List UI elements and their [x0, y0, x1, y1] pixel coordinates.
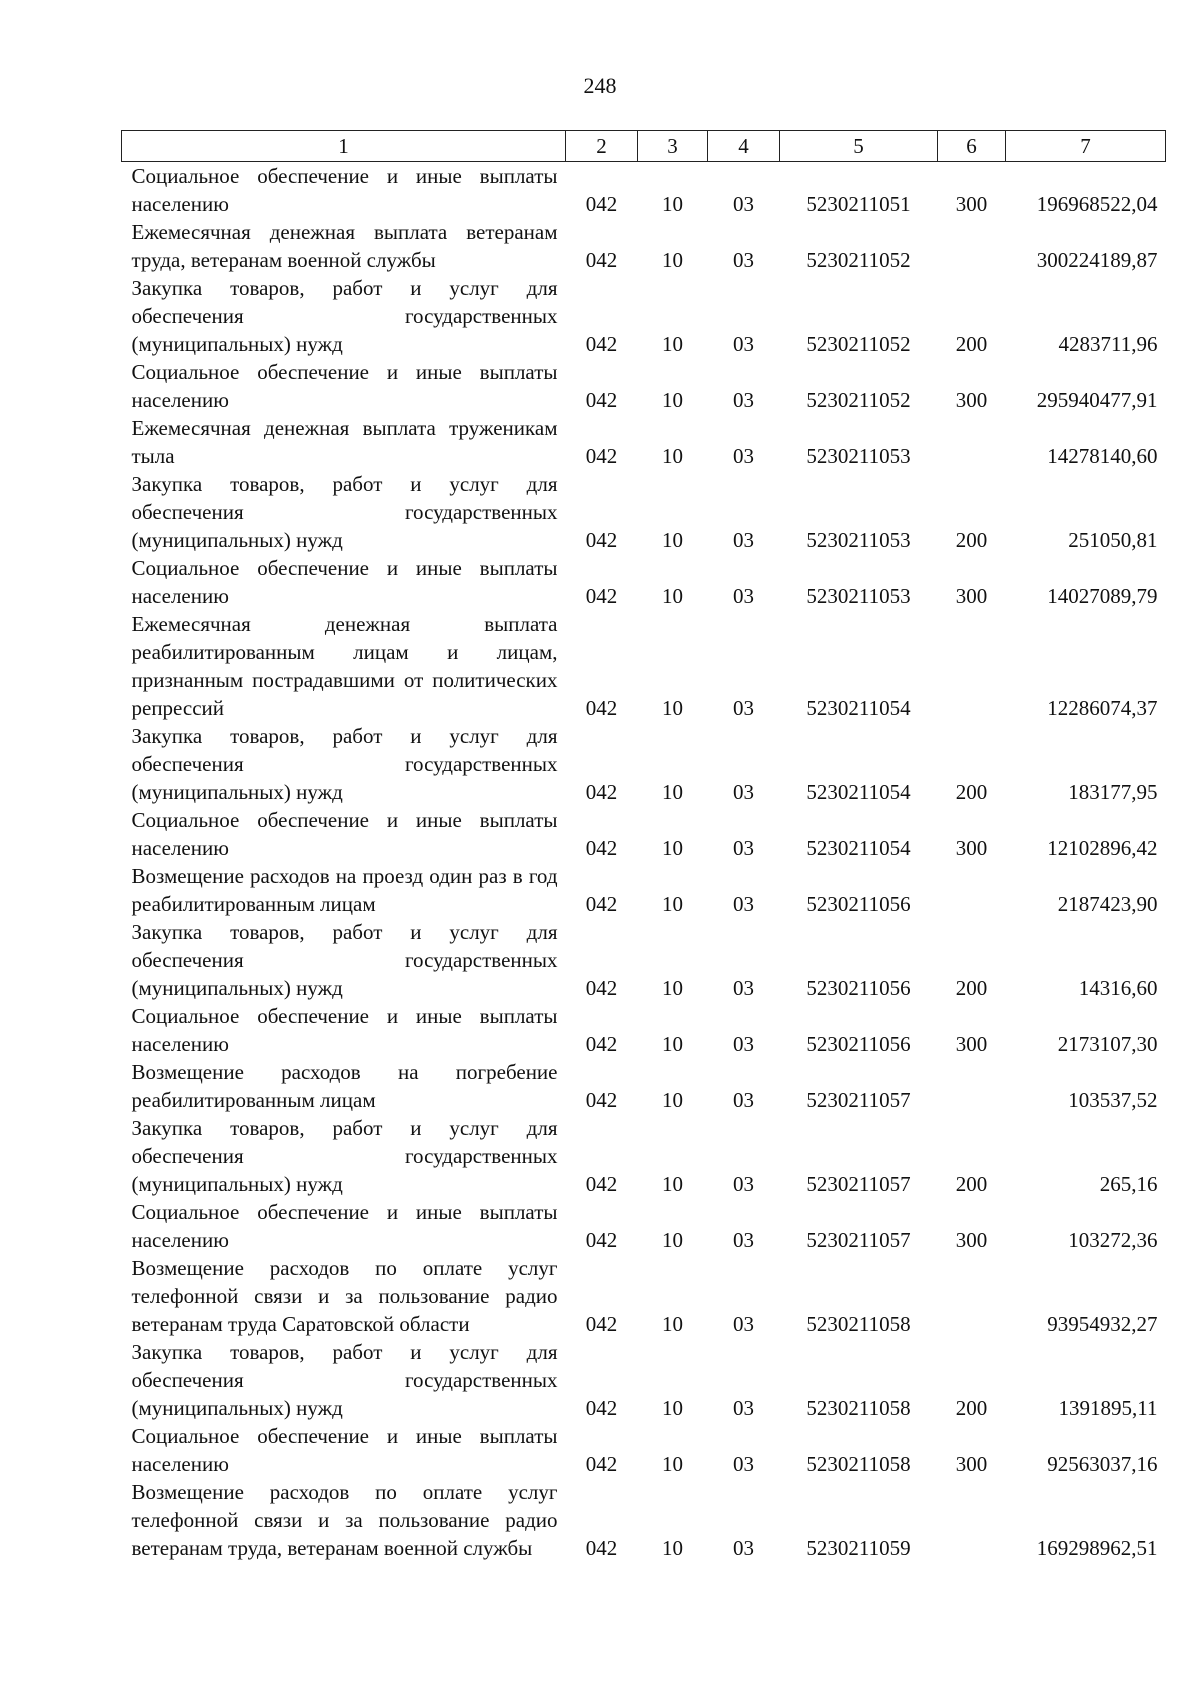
row-col-4: 03 — [733, 528, 754, 552]
row-amount: 196968522,04 — [1036, 192, 1158, 216]
row-col-5: 5230211057 — [806, 1088, 911, 1112]
row-name: Закупка товаров, работ и услуг для обеспечения государственных (муниципальных) нужд — [131, 472, 558, 552]
row-col-2: 042 — [585, 696, 618, 720]
row-name: Ежемесячная денежная выплата труженикам тыла — [131, 416, 558, 468]
row-col-5: 5230211057 — [806, 1228, 911, 1252]
table-row — [122, 1422, 1166, 1478]
row-name: Возмещение расходов на проезд один раз в год реабилитированным лицам — [131, 864, 558, 916]
row-col-2: 042 — [585, 1228, 618, 1252]
row-col-4: 03 — [733, 696, 754, 720]
row-col-5: 5230211051 — [806, 192, 911, 216]
row-amount: 251050,81 — [1068, 528, 1158, 552]
row-col-4: 03 — [733, 192, 754, 216]
row-col-3: 10 — [662, 780, 683, 804]
row-col-5: 5230211052 — [806, 248, 911, 272]
table-row — [122, 1002, 1166, 1058]
table-row — [122, 274, 1166, 358]
row-col-6: 200 — [955, 976, 988, 1000]
row-col-2: 042 — [585, 1172, 618, 1196]
row-name: Социальное обеспечение и иные выплаты населению — [131, 1004, 558, 1056]
row-name: Закупка товаров, работ и услуг для обеспечения государственных (муниципальных) нужд — [131, 276, 558, 356]
header-col-6: 6 — [938, 131, 1006, 162]
table-row — [122, 162, 1166, 219]
row-col-3: 10 — [662, 388, 683, 412]
row-col-4: 03 — [733, 388, 754, 412]
table-row — [122, 414, 1166, 470]
row-col-4: 03 — [733, 1032, 754, 1056]
row-name: Возмещение расходов по оплате услуг телефонной связи и за пользование радио ветеранам труда, ветеранам военной службы — [131, 1480, 558, 1560]
row-name: Ежемесячная денежная выплата ветеранам труда, ветеранам военной службы — [131, 220, 558, 272]
row-col-2: 042 — [585, 1396, 618, 1420]
row-col-3: 10 — [662, 1228, 683, 1252]
row-col-2: 042 — [585, 1032, 618, 1056]
row-col-6 — [938, 1478, 1006, 1562]
row-col-4: 03 — [733, 1088, 754, 1112]
row-name: Закупка товаров, работ и услуг для обеспечения государственных (муниципальных) нужд — [131, 920, 558, 1000]
row-amount: 4283711,96 — [1058, 332, 1158, 356]
row-col-2: 042 — [585, 248, 618, 272]
row-col-4: 03 — [733, 836, 754, 860]
row-col-5: 5230211053 — [806, 584, 911, 608]
row-col-6: 200 — [955, 1396, 988, 1420]
row-col-6: 300 — [955, 1452, 988, 1476]
table-row — [122, 554, 1166, 610]
table-row — [122, 1338, 1166, 1422]
row-col-6: 300 — [955, 584, 988, 608]
row-name: Возмещение расходов по оплате услуг телефонной связи и за пользование радио ветеранам труда Саратовской области — [131, 1256, 558, 1336]
row-col-6: 200 — [955, 332, 988, 356]
budget-table — [121, 130, 1166, 1562]
row-name: Закупка товаров, работ и услуг для обеспечения государственных (муниципальных) нужд — [131, 1116, 558, 1196]
table-row — [122, 722, 1166, 806]
row-amount: 103272,36 — [1068, 1228, 1158, 1252]
row-col-2: 042 — [585, 892, 618, 916]
row-col-5: 5230211056 — [806, 1032, 911, 1056]
row-col-5: 5230211059 — [806, 1536, 911, 1560]
row-col-6 — [938, 862, 1006, 918]
table-row — [122, 1254, 1166, 1338]
row-name: Социальное обеспечение и иные выплаты населению — [131, 1424, 558, 1476]
row-col-3: 10 — [662, 976, 683, 1000]
table-row — [122, 1114, 1166, 1198]
row-amount: 2173107,30 — [1057, 1032, 1158, 1056]
row-col-5: 5230211058 — [806, 1312, 911, 1336]
row-amount: 183177,95 — [1068, 780, 1158, 804]
row-col-3: 10 — [662, 1172, 683, 1196]
row-col-3: 10 — [662, 444, 683, 468]
row-col-5: 5230211052 — [806, 388, 911, 412]
table-row — [122, 862, 1166, 918]
row-name: Возмещение расходов на погребение реабилитированным лицам — [131, 1060, 558, 1112]
row-col-4: 03 — [733, 1396, 754, 1420]
row-col-2: 042 — [585, 976, 618, 1000]
table-row — [122, 1478, 1166, 1562]
row-col-3: 10 — [662, 892, 683, 916]
row-col-4: 03 — [733, 584, 754, 608]
row-col-3: 10 — [662, 1312, 683, 1336]
table-row — [122, 1198, 1166, 1254]
row-amount: 300224189,87 — [1036, 248, 1158, 272]
table-row — [122, 470, 1166, 554]
row-col-2: 042 — [585, 836, 618, 860]
row-col-2: 042 — [585, 780, 618, 804]
row-col-5: 5230211054 — [806, 696, 911, 720]
row-col-5: 5230211058 — [806, 1452, 911, 1476]
table-header — [122, 131, 1166, 162]
row-col-2: 042 — [585, 1088, 618, 1112]
row-col-6: 200 — [955, 780, 988, 804]
row-name: Социальное обеспечение и иные выплаты населению — [131, 1200, 558, 1252]
row-col-3: 10 — [662, 1452, 683, 1476]
header-col-3: 3 — [638, 131, 708, 162]
row-col-5: 5230211057 — [806, 1172, 911, 1196]
row-col-3: 10 — [662, 332, 683, 356]
row-amount: 169298962,51 — [1036, 1536, 1158, 1560]
row-amount: 1391895,11 — [1058, 1396, 1158, 1420]
row-name: Закупка товаров, работ и услуг для обеспечения государственных (муниципальных) нужд — [131, 1340, 558, 1420]
row-amount: 12102896,42 — [1047, 836, 1158, 860]
row-col-2: 042 — [585, 444, 618, 468]
row-col-5: 5230211053 — [806, 528, 911, 552]
row-col-4: 03 — [733, 1312, 754, 1336]
row-col-4: 03 — [733, 1536, 754, 1560]
header-col-7: 7 — [1006, 131, 1166, 162]
row-col-6: 300 — [955, 1228, 988, 1252]
row-amount: 295940477,91 — [1036, 388, 1158, 412]
row-col-2: 042 — [585, 388, 618, 412]
row-col-3: 10 — [662, 1032, 683, 1056]
row-col-3: 10 — [662, 1396, 683, 1420]
row-amount: 14316,60 — [1078, 976, 1158, 1000]
row-name: Социальное обеспечение и иные выплаты населению — [131, 808, 558, 860]
row-col-6 — [938, 1254, 1006, 1338]
row-name: Социальное обеспечение и иные выплаты населению — [131, 360, 558, 412]
row-col-4: 03 — [733, 1452, 754, 1476]
row-col-5: 5230211052 — [806, 332, 911, 356]
row-col-2: 042 — [585, 332, 618, 356]
row-col-3: 10 — [662, 584, 683, 608]
row-amount: 93954932,27 — [1047, 1312, 1158, 1336]
row-col-3: 10 — [662, 1088, 683, 1112]
header-col-4: 4 — [708, 131, 780, 162]
row-col-3: 10 — [662, 528, 683, 552]
row-col-6: 300 — [955, 388, 988, 412]
row-col-4: 03 — [733, 248, 754, 272]
row-col-4: 03 — [733, 892, 754, 916]
row-col-5: 5230211053 — [806, 444, 911, 468]
page-number: 248 — [583, 73, 617, 98]
row-col-4: 03 — [733, 1172, 754, 1196]
row-col-5: 5230211056 — [806, 976, 911, 1000]
row-col-2: 042 — [585, 192, 618, 216]
row-amount: 14278140,60 — [1047, 444, 1158, 468]
table-row — [122, 806, 1166, 862]
row-name: Закупка товаров, работ и услуг для обеспечения государственных (муниципальных) нужд — [131, 724, 558, 804]
header-col-2: 2 — [566, 131, 638, 162]
row-col-3: 10 — [662, 192, 683, 216]
table-body — [122, 162, 1166, 1563]
row-amount: 92563037,16 — [1047, 1452, 1158, 1476]
row-col-6: 300 — [955, 1032, 988, 1056]
row-col-4: 03 — [733, 332, 754, 356]
header-col-5: 5 — [780, 131, 938, 162]
row-col-6: 200 — [955, 528, 988, 552]
row-name: Социальное обеспечение и иные выплаты населению — [131, 164, 558, 216]
row-col-4: 03 — [733, 780, 754, 804]
header-col-1: 1 — [122, 131, 566, 162]
row-amount: 265,16 — [1099, 1172, 1158, 1196]
row-col-3: 10 — [662, 696, 683, 720]
row-col-2: 042 — [585, 584, 618, 608]
table-row — [122, 218, 1166, 274]
table-row — [122, 358, 1166, 414]
row-col-3: 10 — [662, 836, 683, 860]
row-col-2: 042 — [585, 1452, 618, 1476]
row-amount: 2187423,90 — [1057, 892, 1158, 916]
table-row — [122, 1058, 1166, 1114]
row-col-6 — [938, 414, 1006, 470]
row-col-2: 042 — [585, 1536, 618, 1560]
row-amount: 12286074,37 — [1047, 696, 1158, 720]
row-col-2: 042 — [585, 528, 618, 552]
table-row — [122, 610, 1166, 722]
row-col-5: 5230211054 — [806, 836, 911, 860]
row-col-6: 300 — [955, 192, 988, 216]
table-row — [122, 918, 1166, 1002]
row-col-5: 5230211056 — [806, 892, 911, 916]
row-col-4: 03 — [733, 444, 754, 468]
row-col-3: 10 — [662, 1536, 683, 1560]
row-name: Ежемесячная денежная выплата реабилитированным лицам и лицам, признанным пострадавшими от политических репрессий — [131, 612, 558, 720]
row-col-4: 03 — [733, 976, 754, 1000]
row-col-5: 5230211054 — [806, 780, 911, 804]
row-col-6 — [938, 1058, 1006, 1114]
header-row — [122, 131, 1166, 162]
row-col-6 — [938, 610, 1006, 722]
row-amount: 103537,52 — [1068, 1088, 1158, 1112]
row-amount: 14027089,79 — [1047, 584, 1158, 608]
row-col-6: 300 — [955, 836, 988, 860]
row-col-5: 5230211058 — [806, 1396, 911, 1420]
row-col-4: 03 — [733, 1228, 754, 1252]
row-name: Социальное обеспечение и иные выплаты населению — [131, 556, 558, 608]
row-col-6 — [938, 218, 1006, 274]
row-col-2: 042 — [585, 1312, 618, 1336]
row-col-3: 10 — [662, 248, 683, 272]
row-col-6: 200 — [955, 1172, 988, 1196]
